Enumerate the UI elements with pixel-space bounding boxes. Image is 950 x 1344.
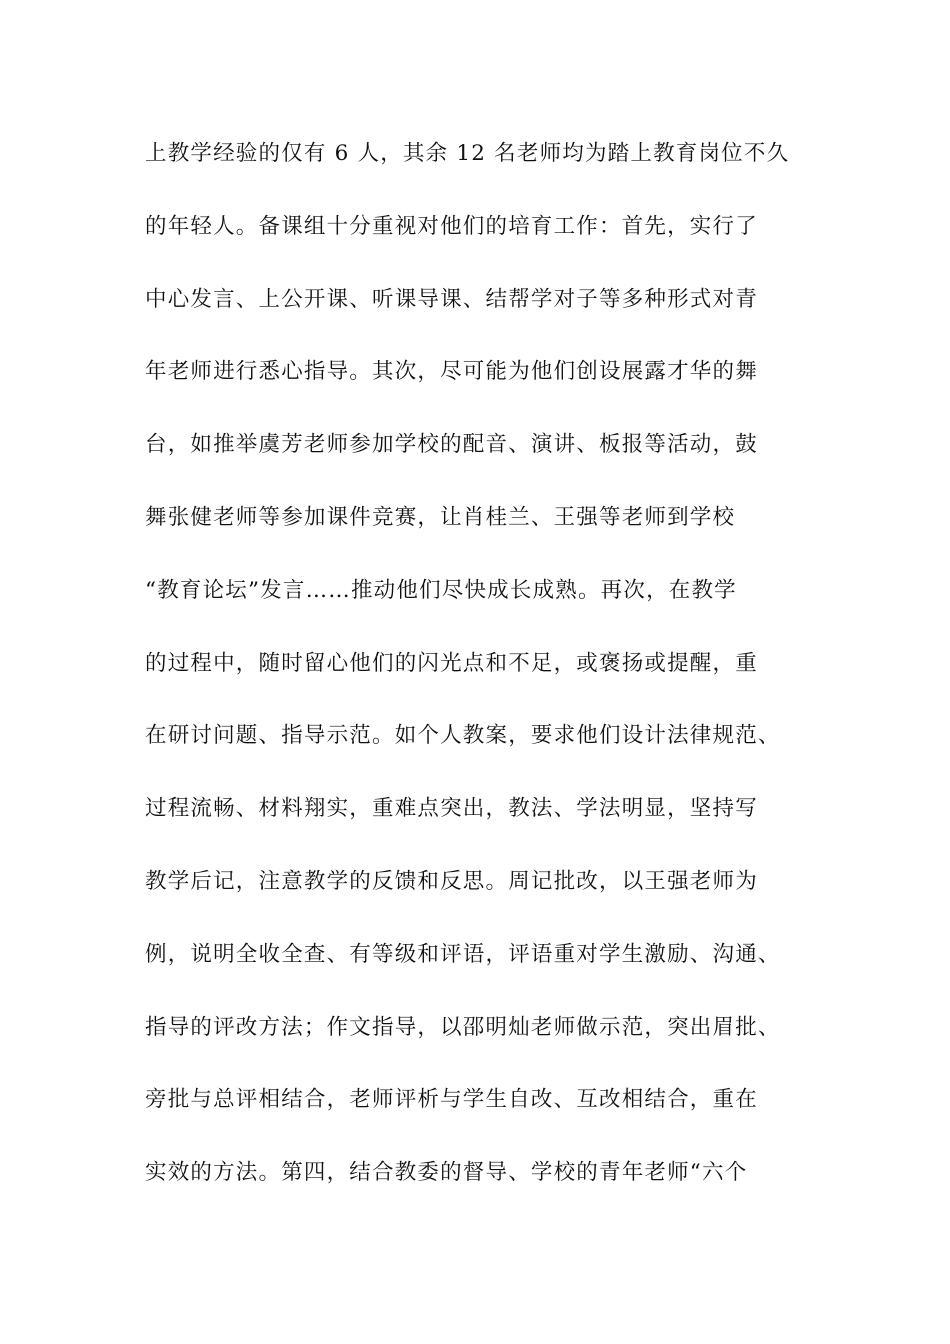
text-line: 过程流畅、材料翔实，重难点突出，教法、学法明显，坚持写 (145, 796, 758, 822)
text-line: “教育论坛”发言……推动他们尽快成长成熟。再次，在教学 (145, 577, 737, 603)
text-line: 年老师进行悉心指导。其次，尽可能为他们创设展露才华的舞 (145, 359, 758, 385)
text-line: 舞张健老师等参加课件竞赛，让肖桂兰、王强等老师到学校 (145, 504, 736, 530)
body-text (145, 132, 825, 1224)
text-line: 的年轻人。备课组十分重视对他们的培育工作：首先，实行了 (145, 213, 758, 239)
text-line: 中心发言、上公开课、听课导课、结帮学对子等多种形式对青 (145, 286, 758, 312)
text-line: 指导的评改方法；作文指导，以邵明灿老师做示范，突出眉批、 (145, 1014, 781, 1040)
text-line: 上教学经验的仅有 6 人，其余 12 名老师均为踏上教育岗位不久 (145, 141, 790, 166)
text-line: 在研讨问题、指导示范。如个人教案，要求他们设计法律规范、 (145, 723, 781, 749)
text-line: 旁批与总评相结合，老师评析与学生自改、互改相结合，重在 (145, 1087, 758, 1113)
text-line: 台，如推举虞芳老师参加学校的配音、演讲、板报等活动，鼓 (145, 432, 758, 458)
text-line: 实效的方法。第四，结合教委的督导、学校的青年老师“六个 (145, 1160, 748, 1186)
text-line: 教学后记，注意教学的反馈和反思。周记批改，以王强老师为 (145, 868, 758, 894)
text-line: 例，说明全收全查、有等级和评语，评语重对学生激励、沟通、 (145, 941, 781, 967)
text-line: 的过程中，随时留心他们的闪光点和不足，或褒扬或提醒，重 (145, 650, 758, 676)
